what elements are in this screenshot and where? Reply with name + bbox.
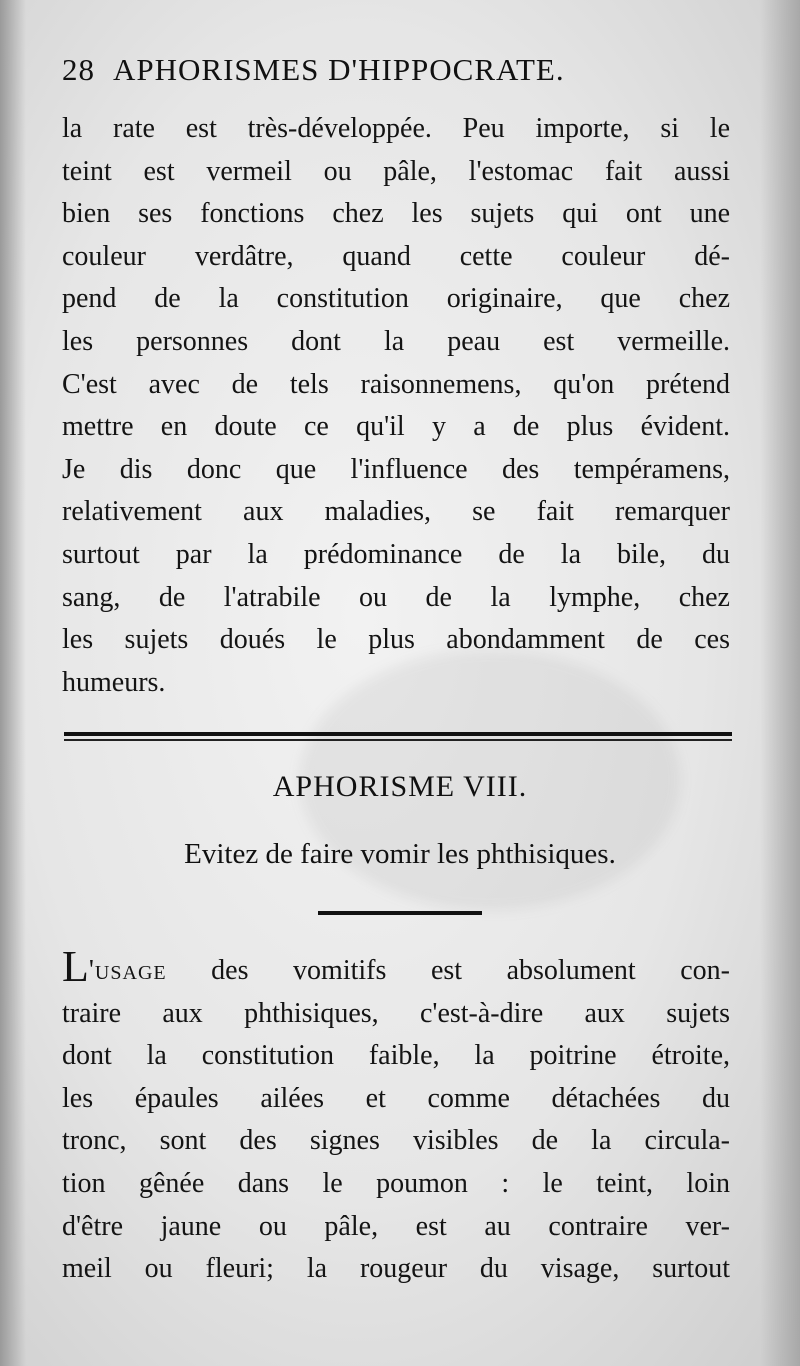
aphorism-heading: APHORISME VIII. — [272, 770, 528, 803]
text-line: la rate est très-développée. Peu importe, si le — [62, 113, 730, 144]
paragraph-2 — [62, 942, 730, 1291]
text-line: relativement aux maladies, se fait remarquer — [62, 496, 730, 528]
text-line: dont la constitution faible, la poitrine étroite, — [62, 1040, 730, 1072]
text-line: couleur verdâtre, quand cette couleur dé- — [62, 240, 730, 272]
text-line: sang, de l'atrabile ou de la lymphe, chez — [62, 581, 730, 613]
running-title: APHORISMES D'HIPPOCRATE. — [113, 52, 565, 87]
first-line-rest: des vomitifs est absolument con- — [166, 955, 730, 986]
text-line: Je dis donc que l'influence des tempéramens, — [62, 453, 730, 485]
text-line: pend de la constitution originaire, que chez — [62, 283, 730, 315]
divider-thin-line — [64, 739, 732, 741]
divider-thick-line — [64, 732, 732, 736]
text-line: humeurs. — [62, 666, 166, 698]
short-divider — [318, 911, 482, 915]
small-caps-word: 'usage — [88, 955, 167, 986]
text-line: tronc, sont des signes visibles de la circula- — [62, 1125, 730, 1157]
running-head — [62, 52, 742, 88]
text-line: mettre en doute ce qu'il y a de plus évident. — [62, 411, 730, 443]
paragraph-1 — [62, 108, 730, 704]
text-line: les personnes dont la peau est vermeille. — [62, 325, 730, 357]
text-line: les épaules ailées et comme détachées du — [62, 1082, 730, 1114]
page-number: 28 — [62, 52, 95, 87]
text-line: d'être jaune ou pâle, est au contraire ver- — [62, 1210, 730, 1242]
text-line: bien ses fonctions chez les sujets qui ont une — [62, 198, 730, 230]
text-line: tion gênée dans le poumon : le teint, loin — [62, 1167, 730, 1199]
text-line: C'est avec de tels raisonnemens, qu'on prétend — [62, 368, 730, 400]
section-divider — [64, 732, 732, 741]
edge-shadow — [760, 0, 800, 1366]
aphorism-text: Evitez de faire vomir les phthisiques. — [184, 838, 616, 870]
text-line: surtout par la prédominance de la bile, du — [62, 538, 730, 570]
drop-cap: L — [62, 942, 89, 991]
text-line: traire aux phthisiques, c'est-à-dire aux sujets — [62, 997, 730, 1029]
gutter-shadow — [0, 0, 26, 1366]
text-line: meil ou fleuri; la rougeur du visage, surtout — [62, 1253, 730, 1285]
text-line: les sujets doués le plus abondamment de ces — [62, 624, 730, 656]
text-line: teint est vermeil ou pâle, l'estomac fait aussi — [62, 155, 730, 187]
text-line-first — [62, 942, 730, 993]
